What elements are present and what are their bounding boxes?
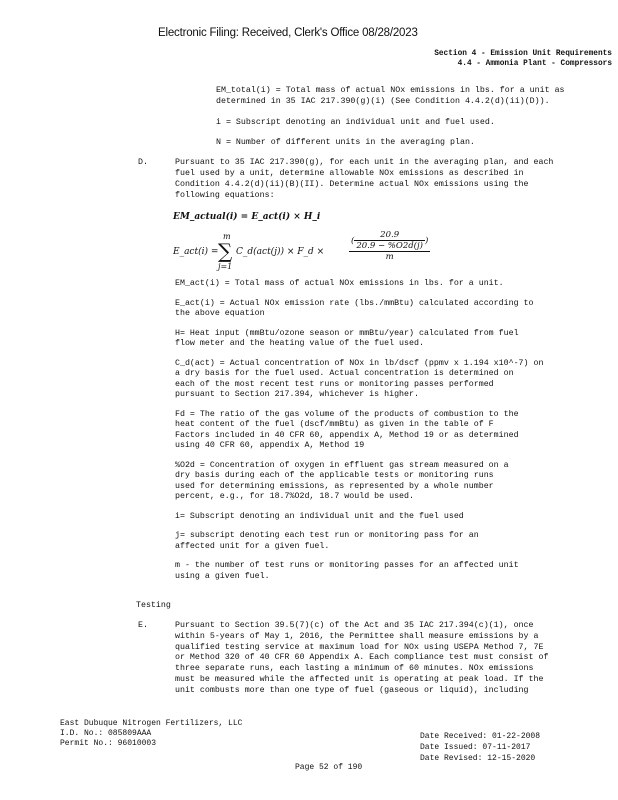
- item-e-line: unit combusts more than one type of fuel (gaseous or liquid), including: [175, 685, 529, 695]
- definition-paragraph: [175, 531, 543, 552]
- testing-heading: Testing: [136, 601, 171, 610]
- footer-left-line: Permit No.: 96010003: [60, 739, 157, 748]
- definitions-list: [175, 279, 543, 582]
- page-number: Page 52 of 190: [295, 763, 363, 772]
- footer-right-line: Date Issued: 07-11-2017: [420, 743, 531, 752]
- definition-paragraph: [175, 359, 543, 401]
- definition-line: a dry basis for the fuel used. Actual concentration is determined on: [175, 369, 514, 378]
- equation-2-lhs: E_act(i) =: [173, 247, 219, 257]
- definition-line: Fd = The ratio of the gas volume of the products of combustion to the: [175, 409, 519, 419]
- item-e-label: E.: [138, 621, 148, 630]
- definition-paragraph: [175, 329, 543, 350]
- item-d-line-3: Condition 4.4.2(d)(ii)(B)(II). Determine actual NOx emissions using the: [175, 180, 529, 189]
- equation-2-term: C_d(act(j)) × F_d ×: [236, 247, 325, 257]
- definition-line: C_d(act) = Actual concentration of NOx in lb/dscf (ppmv x 1.194 x10^-7) on: [175, 358, 544, 368]
- footer-right: [420, 731, 540, 764]
- top-def-line-2: determined in 35 IAC 217.390(g)(i) (See Condition 4.4.2(d)(ii)(D)).: [216, 97, 550, 106]
- item-d-line-1: Pursuant to 35 IAC 217.390(g), for each unit in the averaging plan, and each: [175, 158, 554, 167]
- item-e-line: or Method 320 of 40 CFR 60 Appendix A. Each compliance test must consist of: [175, 653, 549, 663]
- definition-line: flow meter and the heating value of the fuel used.: [175, 339, 424, 348]
- definition-line: %O2d = Concentration of oxygen in effluent gas stream measured on a: [175, 460, 509, 470]
- definition-line: H= Heat input (mmBtu/ozone season or mmBtu/year) calculated from fuel: [175, 328, 519, 338]
- definition-paragraph: [175, 561, 543, 582]
- definition-paragraph: [175, 461, 543, 503]
- definition-line: each of the most recent test runs or monitoring passes performed: [175, 379, 494, 389]
- definition-paragraph: [175, 512, 543, 523]
- footer-left-line: I.D. No.: 085809AAA: [60, 729, 152, 738]
- item-e-line: qualified testing service at maximum load for NOx using USEPA Method 7, 7E: [175, 642, 544, 652]
- top-def-line-4: N = Number of different units in the averaging plan.: [216, 138, 475, 147]
- item-e-line: three separate runs, each lasting a minimum of 60 minutes. NOx emissions: [175, 664, 534, 674]
- equation-2-fraction: ( $\frac{20.9}{20.9 - \%O2d(j)}$ ) m: [351, 230, 429, 262]
- definition-paragraph: [175, 279, 543, 290]
- fraction-numerator: 20.9: [354, 230, 425, 241]
- top-def-line-3: i = Subscript denoting an individual unit and fuel used.: [216, 118, 495, 127]
- item-e-line: within 5-years of May 1, 2016, the Permittee shall measure emissions by a: [175, 631, 539, 641]
- sigma-icon: ∑: [218, 239, 233, 263]
- definition-line: E_act(i) = Actual NOx emission rate (lbs./mmBtu) calculated according to: [175, 298, 534, 308]
- definition-line: heat content of the fuel (dscf/mmBtu) as given in the table of F: [175, 420, 494, 429]
- item-d-label: D.: [138, 158, 148, 167]
- item-d-line-2: fuel used by a unit, determine allowable NOx emissions as described in: [175, 169, 524, 178]
- top-def-line-1: EM_total(i) = Total mass of actual NOx emissions in lbs. for a unit as: [216, 86, 565, 95]
- definition-line: using 40 CFR 60, appendix A, Method 19: [175, 441, 365, 450]
- definition-line: used for determining emissions, as represented by a whole number: [175, 481, 494, 491]
- item-d-line-4: following equations:: [175, 191, 275, 200]
- definition-line: m - the number of test runs or monitoring passes for an affected unit: [175, 561, 519, 570]
- definition-line: the above equation: [175, 309, 265, 318]
- item-e-line: must be measured while the affected unit is operating at peak load. If the: [175, 675, 544, 684]
- footer-right-line: Date Revised: 12-15-2020: [420, 754, 536, 763]
- definition-line: Factors included in 40 CFR 60, appendix A, Method 19 or as determined: [175, 430, 519, 440]
- definition-paragraph: [175, 299, 543, 320]
- subsection-header: 4.4 - Ammonia Plant - Compressors: [457, 60, 612, 68]
- fraction-denominator: 20.9 − %O2d(j): [356, 241, 423, 251]
- definition-paragraph: [175, 410, 543, 452]
- footer-left-line: East Dubuque Nitrogen Fertilizers, LLC: [60, 719, 243, 728]
- definition-line: EM_act(i) = Total mass of actual NOx emissions in lbs. for a unit.: [175, 279, 504, 288]
- sum-lower-limit: j=1: [218, 262, 233, 271]
- section-header: Section 4 - Emission Unit Requirements: [434, 50, 612, 58]
- item-e-line: Pursuant to Section 39.5(7)(c) of the Act and 35 IAC 217.394(c)(1), once: [175, 621, 534, 630]
- footer-right-line: Date Received: 01-22-2008: [420, 732, 541, 741]
- definition-line: pursuant to Section 217.394, whichever is higher.: [175, 390, 419, 399]
- fraction-m: m: [385, 252, 394, 262]
- definition-line: dry basis during each of the applicable tests or monitoring runs: [175, 471, 494, 480]
- definition-line: i= Subscript denoting an individual unit and the fuel used: [175, 511, 464, 521]
- sum-upper-limit: m: [223, 232, 231, 241]
- footer-left: [60, 719, 242, 749]
- filing-stamp: Electronic Filing: Received, Clerk's Office 08/28/2023: [158, 27, 418, 39]
- definition-line: percent, e.g., for 18.7%O2d, 18.7 would be used.: [175, 492, 414, 501]
- definition-line: j= subscript denoting each test run or monitoring pass for an: [175, 531, 479, 540]
- equation-1: EM_actual(i) = E_act(i) × H_i: [173, 212, 321, 222]
- definition-line: using a given fuel.: [175, 571, 270, 581]
- definition-line: affected unit for a given fuel.: [175, 541, 330, 551]
